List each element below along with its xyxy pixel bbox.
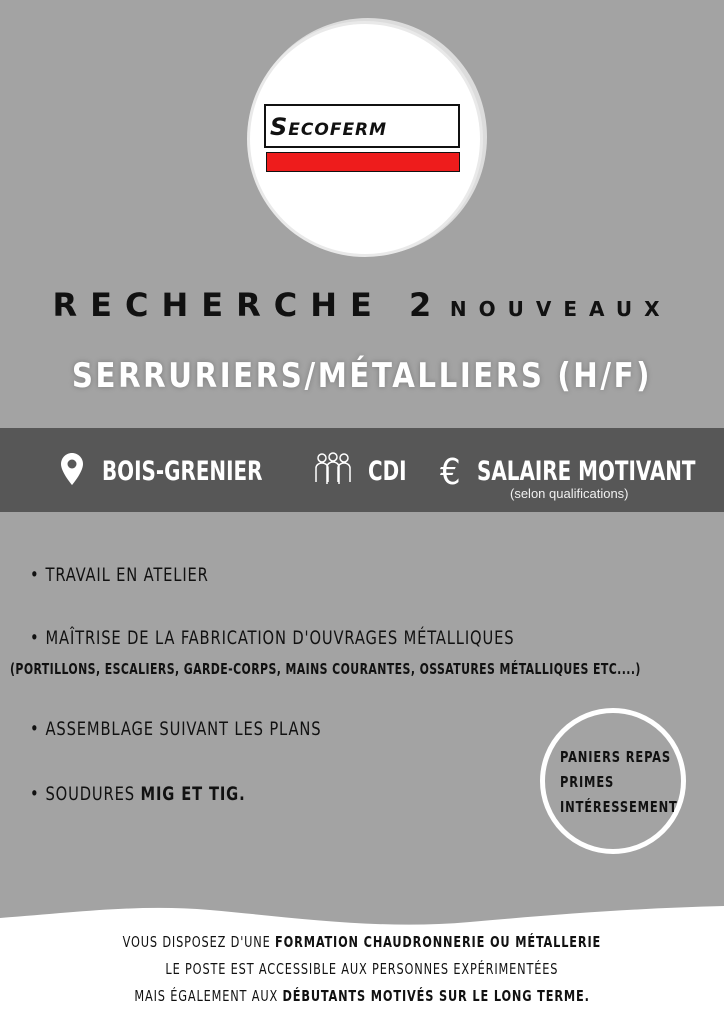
footer-line-2	[0, 960, 724, 978]
bullet: •	[30, 783, 40, 805]
map-pin-icon	[60, 452, 84, 486]
task-workshop	[30, 564, 209, 586]
perk-meal: PANIERS REPAS	[560, 748, 672, 766]
contract-info	[314, 452, 415, 487]
task-welding-bold: MIG ET TIG.	[140, 783, 246, 805]
bullet: •	[30, 718, 40, 740]
task-assembly-text: ASSEMBLAGE SUIVANT LES PLANS	[45, 718, 322, 740]
footer-line-3-prefix: MAIS ÉGALEMENT AUX	[134, 987, 283, 1005]
logo-text: Secoferm	[270, 113, 388, 141]
footer-line-2-text: LE POSTE EST ACCESSIBLE AUX PERSONNES EXPÉRIMENTÉES	[165, 960, 559, 978]
footer-line-1-bold: FORMATION CHAUDRONNERIE OU MÉTALLERIE	[275, 933, 602, 951]
headline	[0, 286, 724, 324]
location-info	[60, 452, 298, 487]
perk-profit-sharing: INTÉRESSEMENT	[560, 798, 678, 816]
bullet: •	[30, 564, 40, 586]
headline-main: RECHERCHE 2	[52, 286, 445, 324]
job-title: SERRURIERS/MÉTALLIERS (H/F)	[71, 356, 653, 396]
footer-line-3	[0, 987, 724, 1005]
bullet: •	[30, 627, 40, 649]
footer-line-1	[0, 933, 724, 951]
perk-bonus: PRIMES	[560, 773, 615, 791]
footer-line-3-bold: DÉBUTANTS MOTIVÉS SUR LE LONG TERME.	[282, 987, 590, 1005]
logo-frame	[264, 104, 460, 148]
team-icon	[314, 452, 352, 486]
task-fabrication-details: (PORTILLONS, ESCALIERS, GARDE-CORPS, MAINS COURANTES, OSSATURES MÉTALLIQUES ETC....)	[10, 660, 641, 678]
salary-note: (selon qualifications)	[510, 486, 629, 501]
task-fabrication	[30, 627, 514, 649]
euro-icon: €	[440, 452, 461, 493]
task-workshop-text: TRAVAIL EN ATELIER	[45, 564, 209, 586]
headline-secondary: NOUVEAUX	[449, 297, 672, 321]
contract-label: CDI	[368, 456, 408, 487]
logo-red-bar	[266, 152, 460, 172]
task-assembly	[30, 718, 321, 740]
salary-label: SALAIRE MOTIVANT	[477, 456, 696, 487]
task-welding	[30, 783, 246, 805]
company-logo	[264, 104, 460, 172]
task-welding-prefix: SOUDURES	[45, 783, 141, 805]
task-fabrication-text: MAÎTRISE DE LA FABRICATION D'OUVRAGES MÉTALLIQUES	[45, 627, 515, 649]
info-band	[0, 428, 724, 512]
footer-line-1-prefix: VOUS DISPOSEZ D'UNE	[122, 933, 276, 951]
location-label: BOIS-GRENIER	[102, 456, 263, 487]
